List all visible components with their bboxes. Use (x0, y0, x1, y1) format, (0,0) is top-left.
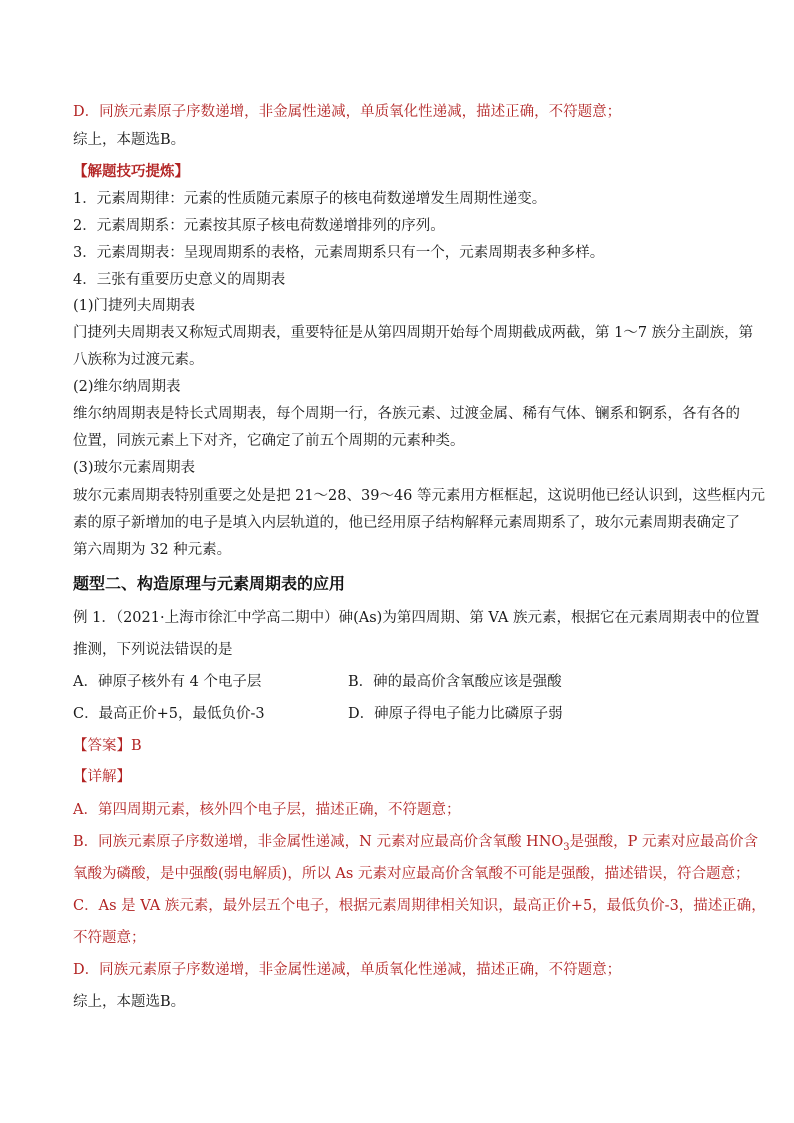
werner-title: (2)维尔纳周期表 (73, 379, 181, 395)
werner-text-2: 位置，同族元素上下对齐，它确定了前五个周期的元素种类。 (73, 433, 465, 449)
detail-b-text-2: 是强酸，P 元素对应最高价含 (569, 834, 759, 850)
bohr-title: (3)玻尔元素周期表 (73, 460, 196, 476)
option-c: C．最高正价+5，最低负价-3 (73, 706, 265, 722)
bohr-text-3: 第六周期为 32 种元素。 (73, 542, 232, 558)
bohr-text-1: 玻尔元素周期表特别重要之处是把 21～28、39～46 等元素用方框框起，这说明他已经认识到，这些框内元 (73, 488, 766, 504)
bohr-text-2: 素的原子新增加的电子是填入内层轨道的，他已经用原子结构解释元素周期系了，玻尔元素周期表确定了 (73, 515, 740, 531)
detail-b-line-1 (73, 832, 759, 853)
tips-title: 【解题技巧提炼】 (73, 163, 189, 180)
mendeleev-title: (1)门捷列夫周期表 (73, 298, 196, 314)
question-line-1: 例 1．（2021·上海市徐汇中学高二期中）砷(As)为第四周期、第 VA 族元素，根据它在元素周期表中的位置 (73, 610, 760, 626)
mendeleev-text-1: 门捷列夫周期表又称短式周期表，重要特征是从第四周期开始每个周期截成两截，第 1～7 族分主副族，第 (73, 325, 754, 341)
detail-c-line-1: C．As 是 VA 族元素，最外层五个电子，根据元素周期律相关知识，最高正价+5，最低负价-3，描述正确， (73, 898, 766, 914)
tip-4: 4．三张有重要历史意义的周期表 (73, 272, 286, 288)
prev-detail-d: D．同族元素原子序数递增，非金属性递减，单质氧化性递减，描述正确，不符题意； (73, 104, 622, 120)
tip-3: 3．元素周期表：呈现周期系的表格，元素周期系只有一个，元素周期表多种多样。 (73, 245, 605, 261)
tip-1: 1．元素周期律：元素的性质随元素原子的核电荷数递增发生周期性递变。 (73, 191, 547, 207)
detail-title: 【详解】 (73, 769, 131, 785)
option-a: A．砷原子核外有 4 个电子层 (73, 674, 262, 690)
options-row-1 (73, 672, 733, 692)
detail-b-text-1: B．同族元素原子序数递增，非金属性递减，N 元素对应最高价含氧酸 HNO (73, 834, 564, 850)
detail-a: A．第四周期元素，核外四个电子层，描述正确，不符题意； (73, 802, 461, 818)
prev-summary: 综上，本题选B。 (73, 132, 186, 148)
detail-c-line-2: 不符题意； (73, 930, 146, 946)
question-line-2: 推测，下列说法错误的是 (73, 642, 233, 658)
detail-b-subscript: 3 (563, 841, 570, 853)
option-d: D．砷原子得电子能力比磷原子弱 (348, 706, 563, 722)
options-row-2 (73, 704, 733, 724)
option-b: B．砷的最高价含氧酸应该是强酸 (348, 674, 562, 690)
answer-label: 【答案】B (73, 738, 142, 754)
werner-text-1: 维尔纳周期表是特长式周期表，每个周期一行，各族元素、过渡金属、稀有气体、镧系和锕系，各有各的 (73, 406, 740, 422)
section-heading: 题型二、构造原理与元素周期表的应用 (73, 574, 346, 593)
tip-2: 2．元素周期系：元素按其原子核电荷数递增排列的序列。 (73, 218, 445, 234)
detail-d: D．同族元素原子序数递增，非金属性递减，单质氧化性递减，描述正确，不符题意； (73, 962, 622, 978)
mendeleev-text-2: 八族称为过渡元素。 (73, 352, 204, 368)
final-summary: 综上，本题选B。 (73, 994, 186, 1010)
detail-b-line-2: 氧酸为磷酸，是中强酸(弱电解质)，所以 As 元素对应最高价含氧酸不可能是强酸，描述错误，符合题意； (73, 866, 750, 882)
